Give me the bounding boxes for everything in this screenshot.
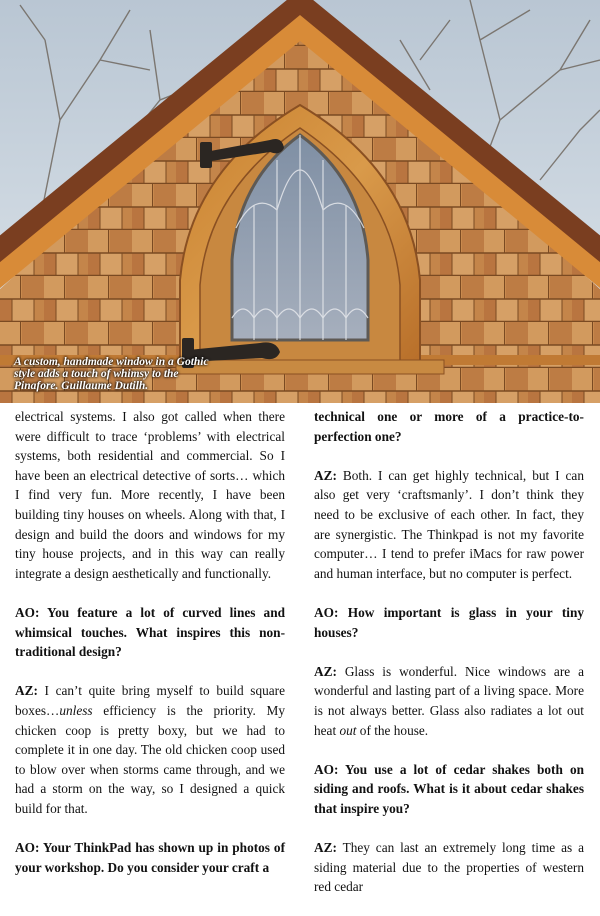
answer-text: Both. I can get highly technical, but I can also get very ‘craftsmanly’. I don’t think they need to be exclusive of each other. In fact, they are synergistic. The Thinkpad is not my favorite computer… I tend to prefer iMacs for raw power and human interface, but no computer is perfect. xyxy=(314,467,584,581)
photo-caption: A custom, handmade window in a Gothic style adds a touch of whimsy to the Pinafore. Guillaume Dutilh. xyxy=(14,356,209,392)
speaker-label: AZ: xyxy=(15,683,38,699)
answer-text: Glass is wonderful. Nice windows are a wonderful and lasting part of a living space. More is not always better. Glass also radiates a lot out heat xyxy=(314,663,584,738)
answer-text: I can’t quite bring myself to build square boxes… xyxy=(15,683,285,718)
speaker-label: AZ: xyxy=(314,840,337,856)
answer-glass xyxy=(314,662,584,740)
question-glass: AO: How important is glass in your tiny houses? xyxy=(314,604,584,640)
paragraph-electrical-systems: electrical systems. I also got called when there were difficult to trace ‘problems’ with electrical systems, both residential and commercial. So I have been an electrical detective of sorts… which I find very fun. More recently, I have been building tiny houses on wheels. Along with that, I design and build the doors and windows for my tiny house projects, and in this way can really integrate a design aesthetically and functionally. xyxy=(15,409,285,581)
answer-thinkpad xyxy=(314,466,584,584)
question-curved-lines: AO: You feature a lot of curved lines and whimsical touches. What inspires this non-traditional design? xyxy=(15,604,285,660)
answer-text: of the house. xyxy=(356,722,429,738)
right-column xyxy=(314,407,584,916)
speaker-label: AZ: xyxy=(314,467,337,483)
answer-cedar-shakes xyxy=(314,838,584,897)
emphasis-text: unless xyxy=(59,702,93,718)
answer-curved-lines xyxy=(15,681,285,818)
emphasis-text: out xyxy=(339,722,357,738)
question-thinkpad-continued: technical one or more of a practice-to-perfection one? xyxy=(314,409,584,444)
gothic-window-photo xyxy=(0,0,600,403)
speaker-label: AZ: xyxy=(314,663,337,679)
question-thinkpad: AO: Your ThinkPad has shown up in photos of your workshop. Do you consider your craft a xyxy=(15,840,285,875)
answer-text: efficiency is the priority. My chicken coop is pretty boxy, but we had to complete it in one day. The old chicken coop used to blow over when storms came through, and we had a storm on the way, so I designed a quick build for that. xyxy=(15,702,285,816)
answer-text: They can last an extremely long time as a siding material due to the properties of western red cedar xyxy=(314,840,584,895)
question-cedar-shakes: AO: You use a lot of cedar shakes both on siding and roofs. What is it about cedar shakes that inspire you? xyxy=(314,761,584,816)
left-column xyxy=(15,407,285,897)
